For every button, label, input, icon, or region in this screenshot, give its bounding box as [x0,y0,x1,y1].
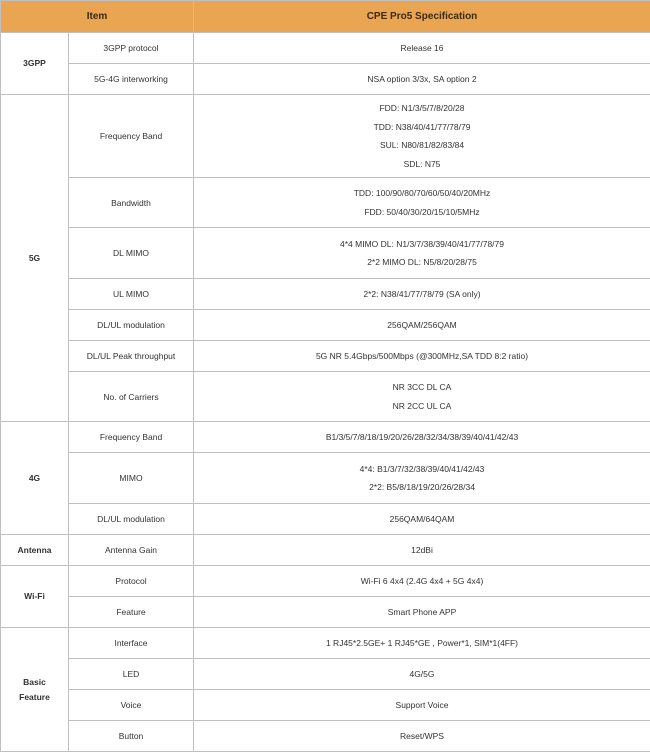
table-row [1,504,650,535]
item-label: Interface [69,628,194,659]
category-cell [1,95,69,422]
spec-value-line: SUL: N80/81/82/83/84 [198,136,646,155]
item-label: 3GPP protocol [69,33,194,64]
spec-value-line: FDD: N1/3/5/7/8/20/28 [198,99,646,118]
table-row [1,628,650,659]
spec-value-line: 256QAM/64QAM [198,510,646,529]
item-label: Protocol [69,566,194,597]
category-label: 3GPP [5,56,64,71]
spec-value-line: Wi-Fi 6 4x4 (2.4G 4x4 + 5G 4x4) [198,572,646,591]
spec-value-line: TDD: 100/90/80/70/60/50/40/20MHz [198,184,646,203]
spec-value-line: NSA option 3/3x, SA option 2 [198,70,646,89]
header-item: Item [1,1,194,33]
spec-value-line: Smart Phone APP [198,603,646,622]
item-label: 5G-4G interworking [69,64,194,95]
category-cell [1,628,69,752]
table-row [1,279,650,310]
spec-value [194,310,650,341]
item-label: Bandwidth [69,178,194,228]
spec-value-line: Release 16 [198,39,646,58]
spec-value [194,422,650,453]
spec-value [194,504,650,535]
spec-value [194,95,650,178]
spec-value-line: NR 2CC UL CA [198,397,646,416]
category-label: 4G [5,471,64,486]
header-spec: CPE Pro5 Specification [194,1,650,33]
spec-value [194,372,650,422]
spec-body [1,33,650,752]
table-row [1,535,650,566]
table-row [1,453,650,504]
category-label: Antenna [5,543,64,558]
spec-value-line: SDL: N75 [198,155,646,174]
spec-value-line: Reset/WPS [198,727,646,746]
spec-value-line: 2*2: B5/8/18/19/20/26/28/34 [198,478,646,497]
spec-value [194,690,650,721]
spec-value [194,566,650,597]
spec-value [194,64,650,95]
spec-value [194,721,650,752]
item-label: UL MIMO [69,279,194,310]
item-label: Voice [69,690,194,721]
spec-value-line: NR 3CC DL CA [198,378,646,397]
table-row [1,422,650,453]
spec-value [194,228,650,279]
table-row [1,566,650,597]
table-row [1,33,650,64]
category-cell [1,566,69,628]
spec-value-line: 1 RJ45*2.5GE+ 1 RJ45*GE , Power*1, SIM*1(4FF) [198,634,646,653]
spec-value-line: 256QAM/256QAM [198,316,646,335]
spec-value-line: B1/3/5/7/8/18/19/20/26/28/32/34/38/39/40/41/42/43 [198,428,646,447]
table-row [1,310,650,341]
table-row [1,228,650,279]
item-label: DL/UL modulation [69,504,194,535]
item-label: LED [69,659,194,690]
table-row [1,659,650,690]
spec-value [194,597,650,628]
category-label: Basic [5,675,64,690]
item-label: No. of Carriers [69,372,194,422]
item-label: Frequency Band [69,95,194,178]
category-label: Feature [5,690,64,705]
item-label: Button [69,721,194,752]
spec-value [194,628,650,659]
spec-value [194,178,650,228]
table-row [1,64,650,95]
item-label: Frequency Band [69,422,194,453]
item-label: DL/UL modulation [69,310,194,341]
item-label: MIMO [69,453,194,504]
spec-value-line: 2*2: N38/41/77/78/79 (SA only) [198,285,646,304]
table-row [1,95,650,178]
item-label: Antenna Gain [69,535,194,566]
item-label: DL/UL Peak throughput [69,341,194,372]
spec-value-line: 2*2 MIMO DL: N5/8/20/28/75 [198,253,646,272]
spec-value [194,341,650,372]
spec-value [194,535,650,566]
category-cell [1,33,69,95]
spec-value-line: 4G/5G [198,665,646,684]
table-row [1,721,650,752]
item-label: Feature [69,597,194,628]
category-label: 5G [5,251,64,266]
spec-value-line: 4*4 MIMO DL: N1/3/7/38/39/40/41/77/78/79 [198,235,646,254]
spec-value-line: 12dBi [198,541,646,560]
spec-value-line: Support Voice [198,696,646,715]
table-row [1,341,650,372]
spec-value-line: TDD: N38/40/41/77/78/79 [198,118,646,137]
category-cell [1,535,69,566]
table-row [1,178,650,228]
spec-value-line: 5G NR 5.4Gbps/500Mbps (@300MHz,SA TDD 8:2 ratio) [198,347,646,366]
table-row [1,372,650,422]
table-row [1,597,650,628]
spec-value-line: FDD: 50/40/30/20/15/10/5MHz [198,203,646,222]
category-label: Wi-Fi [5,589,64,604]
category-cell [1,422,69,535]
header-row [1,1,650,33]
spec-value [194,659,650,690]
item-label: DL MIMO [69,228,194,279]
spec-value-line: 4*4: B1/3/7/32/38/39/40/41/42/43 [198,460,646,479]
spec-value [194,33,650,64]
spec-value [194,279,650,310]
table-row [1,690,650,721]
spec-value [194,453,650,504]
